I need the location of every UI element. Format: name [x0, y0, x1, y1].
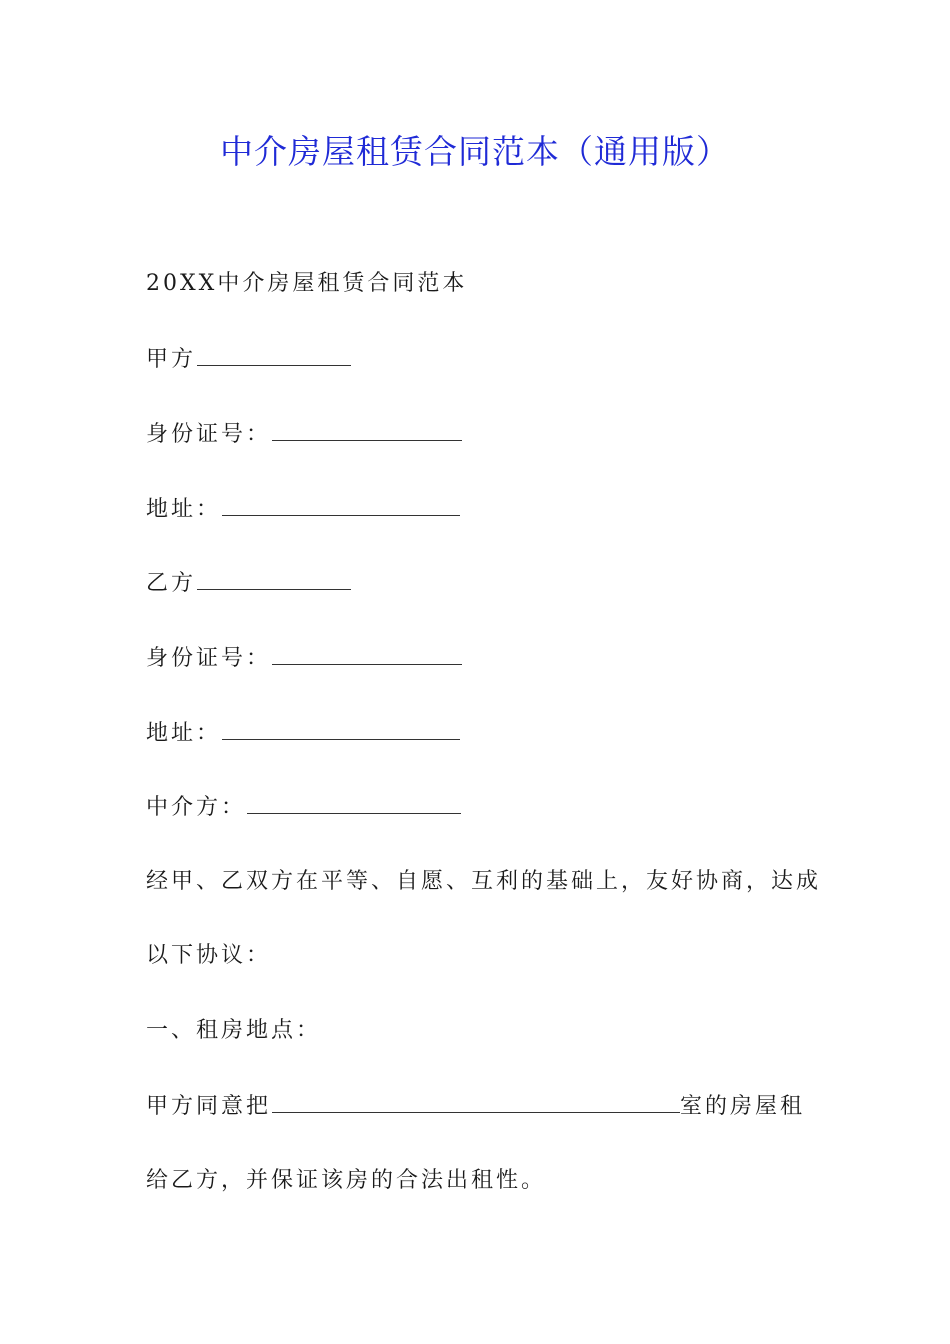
party-b-address-blank[interactable]: [222, 717, 460, 740]
party-a-address-blank[interactable]: [222, 493, 460, 516]
section-1-line-2: 给乙方，并保证该房的合法出租性。: [146, 1168, 547, 1193]
party-a-id-blank[interactable]: [272, 418, 462, 441]
agent-blank[interactable]: [247, 791, 461, 814]
party-a-id-row: [146, 418, 462, 451]
agent-row: [146, 791, 461, 824]
party-b-id-row: [146, 642, 462, 675]
party-a-label: 甲方: [146, 347, 197, 372]
preamble-line-2: 以下协议：: [146, 943, 272, 968]
party-a-row: [146, 343, 351, 376]
contract-heading: 20XX中介房屋租赁合同范本: [146, 271, 468, 296]
room-address-blank[interactable]: [272, 1090, 680, 1113]
party-b-label: 乙方: [146, 571, 197, 596]
section-1-prefix: 甲方同意把: [146, 1094, 272, 1119]
party-a-id-label: 身份证号：: [146, 422, 272, 447]
document-title: 中介房屋租赁合同范本（通用版）: [220, 132, 730, 171]
agent-label: 中介方：: [146, 795, 247, 820]
party-a-blank[interactable]: [197, 343, 351, 366]
party-b-id-label: 身份证号：: [146, 646, 272, 671]
party-b-row: [146, 567, 351, 600]
party-b-address-row: [146, 717, 460, 750]
preamble-line-1: 经甲、乙双方在平等、自愿、互利的基础上，友好协商，达成: [146, 869, 822, 894]
party-a-address-label: 地址：: [146, 497, 222, 522]
section-1-line-1: [146, 1090, 805, 1123]
party-a-address-row: [146, 493, 460, 526]
party-b-id-blank[interactable]: [272, 642, 462, 665]
party-b-address-label: 地址：: [146, 721, 222, 746]
section-1-suffix: 室的房屋租: [680, 1094, 806, 1119]
party-b-blank[interactable]: [197, 567, 351, 590]
section-1-heading: 一、租房地点：: [146, 1018, 322, 1043]
